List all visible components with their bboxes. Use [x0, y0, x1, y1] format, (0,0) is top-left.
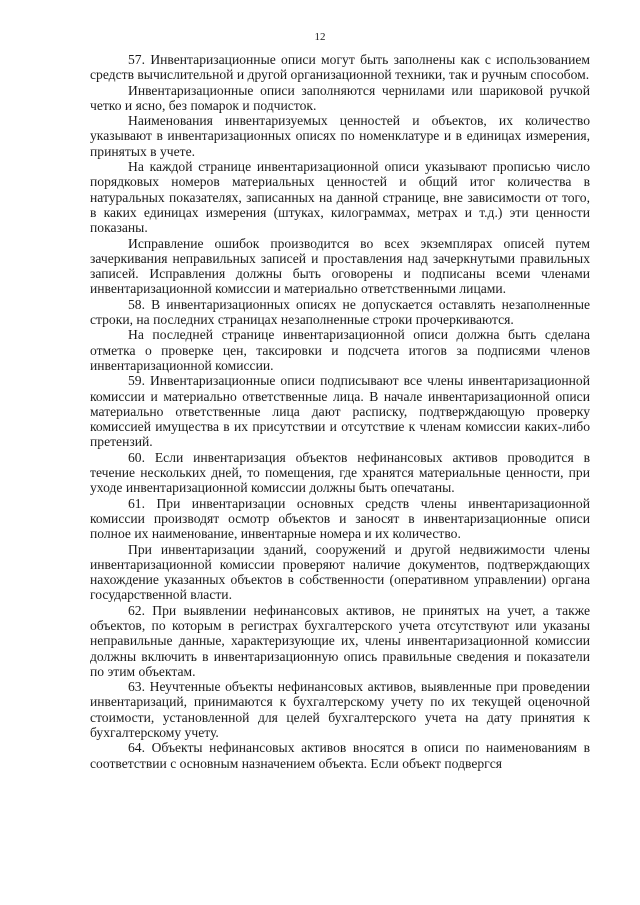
paragraph-62: 62. При выявлении нефинансовых активов, не принятых на учет, а также объектов, по которым в регистрах бухгалтерского учета отсутствуют или указаны неправильные данные, характеризующие их, члены инвентаризационной комиссии должны включить в инвентаризационную опись правильные сведения и показатели по этим объектам. — [90, 602, 590, 679]
paragraph-59: 59. Инвентаризационные описи подписывают все члены инвентаризационной комиссии и материально ответственные лица. В начале инвентаризационной описи материально ответственные лица дают расписку, подтверждающую проверку комиссией имущества в их присутствии и отсутствие к членам комиссии каких-либо претензий. — [90, 373, 590, 450]
paragraph-57-page-totals: На каждой странице инвентаризационной описи указывают прописью число порядковых номеров материальных ценностей и общий итог количества в натуральных показателях, записанных на данной странице, вне зависимости от того, в каких единицах измерения (штуках, килограммах, метрах и т.д.) эти ценности показаны. — [90, 159, 590, 236]
paragraph-61-buildings: При инвентаризации зданий, сооружений и другой недвижимости члены инвентаризационной комиссии проверяют наличие документов, подтверждающих нахождение указанных объектов в собственности (оперативном управлении) органа государственной власти. — [90, 541, 590, 603]
paragraph-57: 57. Инвентаризационные описи могут быть заполнены как с использованием средств вычислительной и другой организационной техники, так и ручным способом. — [90, 52, 590, 83]
paragraph-58-last-page: На последней странице инвентаризационной описи должна быть сделана отметка о проверке цен, таксировки и подсчета итогов за подписями членов инвентаризационной комиссии. — [90, 327, 590, 373]
paragraph-58: 58. В инвентаризационных описях не допускается оставлять незаполненные строки, на последних страницах незаполненные строки прочеркиваются. — [90, 296, 590, 328]
paragraph-57-naming: Наименования инвентаризуемых ценностей и объектов, их количество указывают в инвентаризационных описях по номенклатуре и в единицах измерения, принятых в учете. — [90, 113, 590, 159]
paragraph-61: 61. При инвентаризации основных средств члены инвентаризационной комиссии производят осмотр объектов и заносят в инвентаризационные описи полное их наименование, инвентарные номера и их количество. — [90, 495, 590, 542]
paragraph-64: 64. Объекты нефинансовых активов вносятся в описи по наименованиям в соответствии с основным назначением объекта. Если объект подвергся — [90, 740, 590, 771]
paragraph-57-ink: Инвентаризационные описи заполняются чернилами или шариковой ручкой четко и ясно, без помарок и подчисток. — [90, 82, 590, 113]
paragraph-63: 63. Неучтенные объекты нефинансовых активов, выявленные при проведении инвентаризаций, принимаются к бухгалтерскому учету по их текущей оценочной стоимости, установленной для целей бухгалтерского учета на дату принятия к бухгалтерскому учету. — [90, 679, 590, 741]
document-body — [90, 52, 590, 771]
paragraph-60: 60. Если инвентаризация объектов нефинансовых активов проводится в течение нескольких дней, то помещения, где хранятся материальные ценности, при уходе инвентаризационной комиссии должны быть опечатаны. — [90, 449, 590, 496]
page-number: 12 — [314, 31, 326, 43]
paragraph-57-corrections: Исправление ошибок производится во всех экземплярах описей путем зачеркивания неправильных записей и проставления над зачеркнутыми правильных записей. Исправления должны быть оговорены и подписаны всеми членами инвентаризационной комиссии и материально ответственными лицами. — [90, 235, 590, 297]
